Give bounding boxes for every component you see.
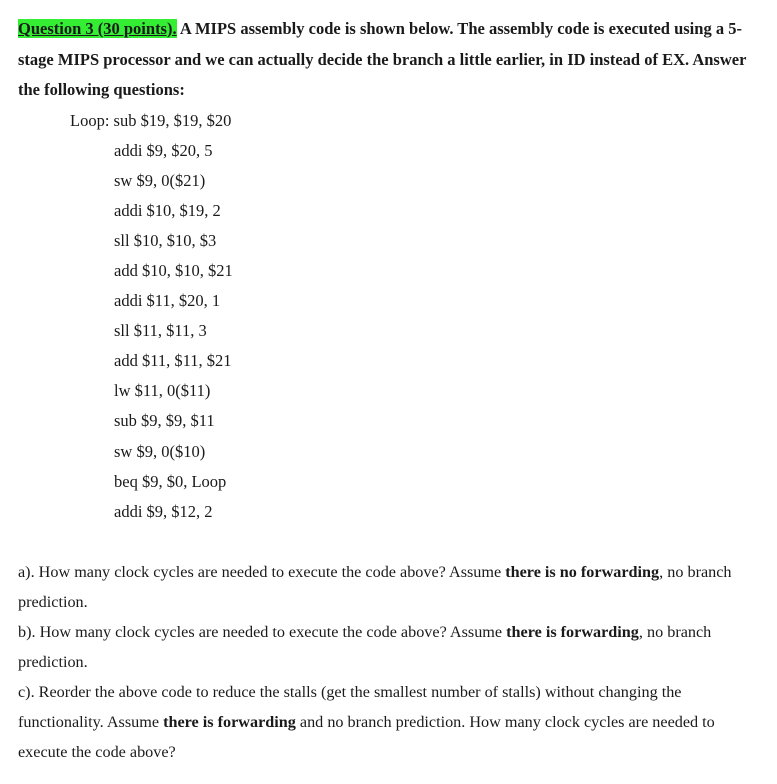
code-line: addi $9, $20, 5 — [114, 140, 213, 160]
question-heading: Question 3 (30 points). — [18, 19, 177, 38]
sub-question-b — [18, 617, 763, 677]
sub-question-c-text: c). Reorder the above code to reduce the stalls (get the smallest number of stalls) without changing the functionality. Assume — [18, 682, 682, 731]
code-line: beq $9, $0, Loop — [114, 471, 227, 491]
sub-questions — [18, 557, 763, 767]
document — [18, 14, 763, 767]
code-line: Loop: sub $19, $19, $20 — [70, 110, 232, 130]
sub-question-b-text-end: , no branch prediction. — [18, 622, 712, 671]
code-line: add $11, $11, $21 — [114, 351, 232, 371]
code-line: addi $10, $19, 2 — [114, 200, 221, 220]
code-line: add $10, $10, $21 — [114, 260, 233, 280]
code-line: sw $9, 0($21) — [114, 170, 206, 190]
sub-question-a-text: a). How many clock cycles are needed to execute the code above? Assume — [18, 562, 506, 581]
sub-question-c-emphasis: there is forwarding — [163, 712, 296, 731]
sub-question-a-text-end: , no branch prediction. — [18, 562, 732, 611]
code-line: sll $11, $11, 3 — [114, 321, 207, 341]
sub-question-b-emphasis: there is forwarding — [506, 622, 639, 641]
code-line: lw $11, 0($11) — [114, 381, 211, 401]
code-line: addi $9, $12, 2 — [114, 501, 213, 521]
assembly-code-listing — [18, 106, 763, 527]
question-intro — [18, 14, 763, 106]
code-line: addi $11, $20, 1 — [114, 291, 221, 311]
code-line: sw $9, 0($10) — [114, 441, 206, 461]
question-description: A MIPS assembly code is shown below. The assembly code is executed using a 5-stage MIPS processor and we can actually decide the branch a little earlier, in ID instead of EX. Answer the following questions: — [18, 19, 747, 99]
sub-question-b-text: b). How many clock cycles are needed to execute the code above? Assume — [18, 622, 507, 641]
sub-question-a — [18, 557, 763, 617]
code-line: sub $9, $9, $11 — [114, 411, 215, 431]
sub-question-a-emphasis: there is no forwarding — [505, 562, 660, 581]
sub-question-c-text-end: and no branch prediction. How many clock cycles are needed to execute the code above? — [18, 712, 715, 761]
sub-question-c — [18, 677, 763, 767]
code-line: sll $10, $10, $3 — [114, 230, 217, 250]
